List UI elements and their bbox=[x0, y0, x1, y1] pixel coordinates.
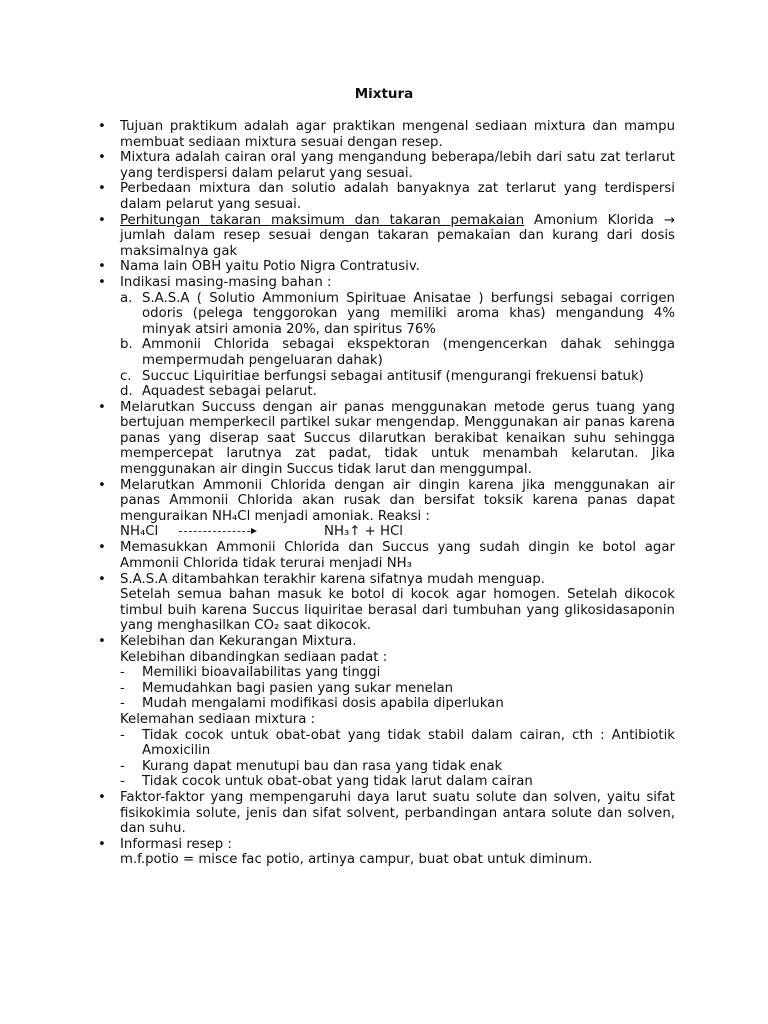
bullet-kelebihan-kekurangan bbox=[98, 634, 675, 790]
bullet-perbedaan: • Perbedaan mixtura dan solutio adalah banyaknya zat terlarut yang terdispersi dalam pelarut yang sesuai. bbox=[98, 181, 675, 212]
kelemahan-item bbox=[120, 759, 675, 775]
indikasi-text: Succuc Liquiritiae berfungsi sebagai antitusif (mengurangi frekuensi batuk) bbox=[142, 368, 644, 384]
indikasi-text: Aquadest sebagai pelarut. bbox=[142, 384, 317, 400]
indikasi-heading: • Indikasi masing-masing bahan : bbox=[120, 274, 332, 290]
bullet-faktor: • Faktor-faktor yang mempengaruhi daya larut suatu solute dan solven, yaitu sifat fisikokimia solute, jenis dan sifat solvent, perbandingan antara solute dan solven, dan suhu. bbox=[98, 790, 675, 837]
underlined-heading: Perhitungan takaran maksimum dan takaran pemakaian bbox=[120, 212, 525, 228]
informasi-text: m.f.potio = misce fac potio, artinya campur, buat obat untuk diminum. bbox=[120, 852, 593, 868]
kelebihan-text: Mudah mengalami modifikasi dosis apabila diperlukan bbox=[142, 696, 504, 712]
sasa-text: • S.A.S.A ditambahkan terakhir karena sifatnya mudah menguap. bbox=[120, 571, 545, 587]
indikasi-item bbox=[120, 337, 675, 368]
indikasi-text: Ammonii Chlorida sebagai ekspektoran (mengencerkan dahak sehingga mempermudah pengeluaran dahak) bbox=[142, 337, 675, 368]
indikasi-item bbox=[120, 384, 675, 400]
kelebihan-item bbox=[120, 665, 675, 681]
kelemahan-text: Tidak cocok untuk obat-obat yang tidak stabil dalam cairan, cth : Antibiotik Amoxicilin bbox=[142, 727, 675, 759]
bullet-sasa bbox=[98, 572, 675, 634]
bullet-definisi: • Mixtura adalah cairan oral yang mengandung beberapa/lebih dari satu zat terlarut yang terdispersi dalam pelarut yang sesuai. bbox=[98, 150, 675, 181]
list-marker: b. bbox=[120, 337, 133, 353]
indikasi-item bbox=[120, 291, 675, 338]
list-marker: c. bbox=[120, 368, 132, 384]
list-marker: d. bbox=[120, 384, 133, 400]
reaction-reactant: NH₄Cl bbox=[120, 524, 159, 540]
list-marker: - bbox=[120, 680, 125, 696]
kelebihan-text: Memiliki bioavailabilitas yang tinggi bbox=[142, 665, 381, 681]
indikasi-item bbox=[120, 369, 675, 385]
list-marker: - bbox=[120, 696, 125, 712]
kelebihan-heading: Kelebihan dibandingkan sediaan padat : bbox=[120, 649, 388, 665]
reaction-arrow-icon bbox=[179, 531, 255, 532]
kelebihan-item bbox=[120, 681, 675, 697]
bullet-indikasi bbox=[98, 275, 675, 400]
kelebihan-text: Memudahkan bagi pasien yang sukar menelan bbox=[142, 680, 454, 696]
kelemahan-item bbox=[120, 774, 675, 790]
kelemahan-heading: Kelemahan sediaan mixtura : bbox=[120, 711, 316, 727]
bullet-succus: • Melarutkan Succuss dengan air panas menggunakan metode gerus tuang yang bertujuan memperkecil partikel sukar mengendap. Menggunakan air panas karena panas yang diserap saat Succus dilarutkan berakibat kenaikan suhu sehingga mempercepat larutnya zat padat, tidak untuk menambah kelarutan. Jika menggunakan air dingin Succus tidak larut dan menggumpal. bbox=[98, 400, 675, 478]
bullet-ammonii bbox=[98, 478, 675, 541]
kelemahan-text: Tidak cocok untuk obat-obat yang tidak larut dalam cairan bbox=[142, 774, 533, 790]
bullet-nama-lain: • Nama lain OBH yaitu Potio Nigra Contratusiv. bbox=[98, 259, 675, 275]
reaction-products: NH₃↑ + HCl bbox=[324, 524, 403, 540]
bullet-memasukkan: • Memasukkan Ammonii Chlorida dan Succus yang sudah dingin ke botol agar Ammonii Chlorida tidak terurai menjadi NH₃ bbox=[98, 540, 675, 571]
document-body bbox=[98, 119, 675, 868]
list-marker: - bbox=[120, 727, 125, 743]
informasi-heading: • Informasi resep : bbox=[120, 836, 232, 852]
bullet-tujuan: • Tujuan praktikum adalah agar praktikan mengenal sediaan mixtura dan mampu membuat sediaan mixtura sesuai dengan resep. bbox=[98, 119, 675, 150]
bullet-perhitungan bbox=[98, 213, 675, 260]
kelebihan-item bbox=[120, 696, 675, 712]
ammonii-text: • Melarutkan Ammonii Chlorida dengan air dingin karena jika menggunakan air panas Ammonii Chlorida akan rusak dan bersifat toksik karena panas dapat menguraikan NH₄Cl menjadi amoniak. Reaksi : bbox=[120, 477, 675, 524]
list-marker: a. bbox=[120, 290, 133, 306]
kelemahan-text: Kurang dapat menutupi bau dan rasa yang tidak enak bbox=[142, 758, 503, 774]
reaction-equation bbox=[120, 524, 675, 540]
bullet-informasi-resep bbox=[98, 837, 675, 868]
list-marker: - bbox=[120, 774, 125, 790]
list-marker: - bbox=[120, 758, 125, 774]
kelemahan-item bbox=[120, 728, 675, 759]
indikasi-text: S.A.S.A ( Solutio Ammonium Spirituae Anisatae ) berfungsi sebagai corrigen odoris (pelega tenggorokan yang memiliki aroma khas) mengandung 4% minyak atsiri amonia 20%, dan spiritus 76% bbox=[142, 290, 675, 337]
list-marker: - bbox=[120, 665, 125, 681]
perhitungan-text: Amonium Klorida → jumlah dalam resep sesuai dengan takaran pemakaian dan kurang dari dosis maksimalnya gak bbox=[120, 212, 675, 259]
sasa-followup: Setelah semua bahan masuk ke botol di kocok agar homogen. Setelah dikocok timbul buih karena Succus liquiritae berasal dari tumbuhan yang glikosidasaponin yang menghasilkan CO₂ saat dikocok. bbox=[120, 587, 675, 634]
document-title: Mixtura bbox=[354, 86, 414, 102]
kelebihan-kekurangan-heading: • Kelebihan dan Kekurangan Mixtura. bbox=[120, 634, 357, 649]
